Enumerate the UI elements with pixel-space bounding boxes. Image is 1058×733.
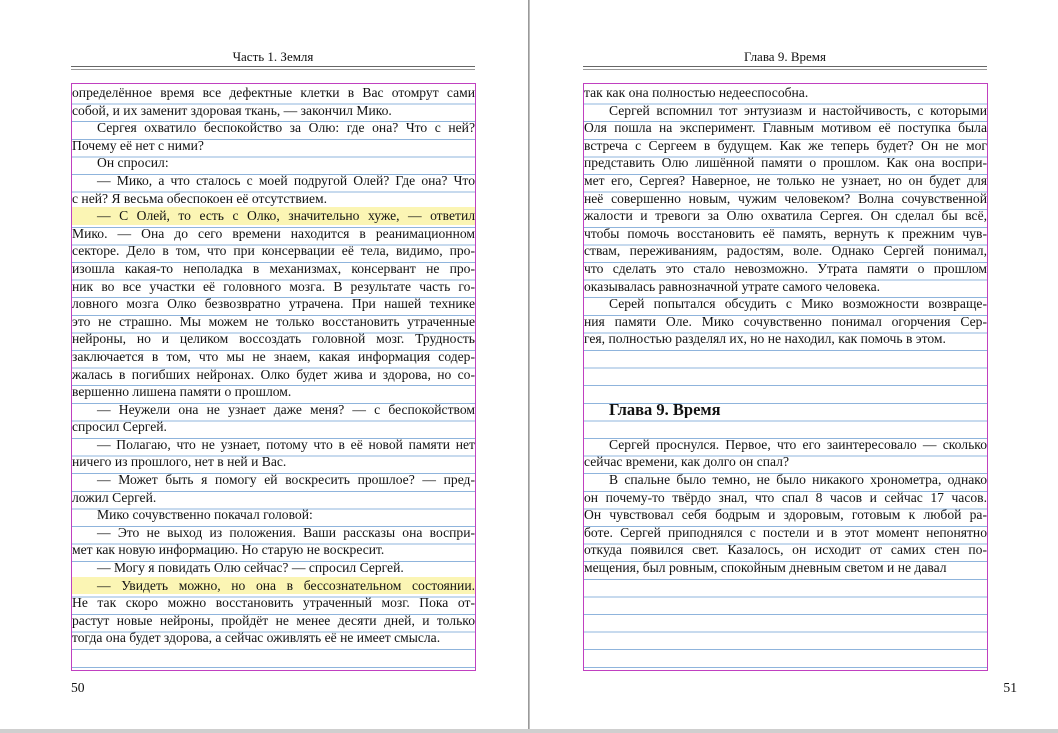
text-line: спросил Сергей. (72, 419, 167, 435)
blank-line (584, 418, 987, 436)
text-line: Сергей проснулся. Первое, что его заинтересовало — сколько (609, 436, 987, 452)
chapter-title: Глава 9. Время (609, 400, 721, 419)
text-line: ния памяти Оле. Мико сочувственно понимал огорчения Сер- (584, 313, 987, 329)
text-line: Почему её нет с ними? (72, 137, 204, 153)
text-line: Серей попытался обсудить с Мико возможности возвраще- (609, 296, 987, 312)
text-line: боте. Сергей приподнялся с постели и в этот момент непонятно (584, 524, 987, 540)
text-line: Мико сочувственно покачал головой: (97, 507, 313, 523)
text-frame (583, 83, 988, 671)
text-line: ник во все участки её головного мозга. В результате часть го- (72, 278, 475, 294)
text-line: растут новые нейроны, пройдёт не менее десяти дней, и только (72, 612, 475, 628)
text-line: мет как новую информацию. Но старую не воскресит. (72, 542, 385, 558)
text-line: жалась в погибших нейронах. Олко будет жива и здорова, но со- (72, 366, 475, 382)
text-line: представить Олю лишённой памяти о прошлом. Как она воспри- (584, 155, 987, 171)
text-line: ствам, переживаниям, радостям, воле. Однако Сергей понимал, (584, 243, 987, 259)
text-line: заключается в том, что мы не знаем, какая информация содер- (72, 348, 475, 364)
text-line: — Мико, а что сталось с моей подругой Олей? Где она? Что (97, 172, 475, 188)
text-line: так как она полностью недееспособна. (584, 85, 809, 100)
text-line: чтобы помочь восстановить её память, вернуть к прежним чув- (584, 225, 987, 241)
text-line: мет его, Сергея? Наверное, не только не узнает, но он будет для (584, 172, 987, 188)
blank-line (584, 366, 987, 384)
highlighted-text-line: — Увидеть можно, но она в бессознательном состоянии. (72, 577, 475, 595)
text-line: вершенно лишена памяти о прошлом. (72, 384, 292, 400)
header-rule (71, 66, 475, 70)
text-line: — Это не выход из положения. Ваши рассказы она воспри- (97, 524, 475, 540)
text-line: ловного мозга Олко безвозвратно утрачена. При нашей технике (72, 296, 475, 312)
text-line: встреча с Сергеем в будущем. Как же теперь будет? Он не мог (584, 137, 987, 153)
page-number: 51 (1003, 680, 1017, 695)
text-line: изошла какая-то неполадка в механизмах, консервант не про- (72, 260, 475, 276)
text-line: секторе. Дело в том, что при консервации её тела, видимо, про- (72, 243, 475, 259)
header-rule (583, 66, 987, 70)
text-line: он почему-то твёрдо знал, что спал 8 часов и сейчас 17 часов. (584, 489, 987, 505)
text-line: оказывалась равнозначной утрате самого человека. (584, 278, 881, 294)
text-line: Сергея охватило беспокойство за Олю: где она? Что с ней? (97, 120, 475, 136)
text-line: тогда она будет здорова, а сейчас оживлять её не имеет смысла. (72, 630, 441, 646)
blank-line (584, 383, 987, 401)
running-head: Часть 1. Земля (232, 49, 314, 64)
text-line: с ней? Я весьма обеспокоен её отсутствием. (72, 190, 328, 206)
text-line: ничего из прошлого, нет в ней и Вас. (72, 454, 287, 470)
text-line: — Может быть я помогу ей воскресить прошлое? — пред- (97, 472, 475, 488)
text-line: ложил Сергей. (72, 489, 157, 505)
blank-line (584, 348, 987, 366)
left-page (0, 0, 528, 729)
text-line: собой, и их заменит здоровая ткань, — закончил Мико. (72, 102, 392, 118)
text-line: определённое время все дефектные клетки в Вас отомрут сами (72, 85, 475, 100)
running-head: Глава 9. Время (744, 49, 826, 64)
text-line: Он чувствовал себя бодрым и здоровым, готовым к любой ра- (584, 507, 987, 523)
text-line: Он спросил: (97, 155, 169, 171)
right-page (530, 0, 1058, 729)
text-line: что сделать это стало невозможно. Утрата памяти о прошлом (584, 260, 987, 276)
text-line: это не страшно. Мы можем не только восстановить утраченные (72, 313, 475, 329)
text-line: жалости и тревоги за Олю охватила Сергея. Он сделал бы всё, (584, 208, 987, 224)
text-line: Мико. — Она до сего времени находится в реанимационном (72, 225, 475, 241)
text-line: откуда появился свет. Казалось, он исходит от самих стен по- (584, 542, 987, 558)
text-line: — Полагаю, что не узнает, потому что в её новой памяти нет (97, 436, 475, 452)
page-number: 50 (71, 680, 85, 695)
text-line: гея, полностью разделял их, но не находил, как помочь в этом. (584, 331, 946, 347)
text-line: мещения, был ровным, спокойным дневным светом и не давал (584, 560, 947, 576)
text-line: В спальне было темно, не было никакого хронометра, однако (609, 472, 987, 488)
text-line: — Могу я повидать Олю сейчас? — спросил Сергей. (97, 560, 404, 576)
text-frame (71, 83, 476, 671)
text-line: неё совершенно новым, чужим человеком? Волна сочувственной (584, 190, 987, 206)
text-line: нейроны, но и целиком воссоздать головной мозг. Трудность (72, 331, 475, 347)
highlighted-text-line: — С Олей, то есть с Олко, значительно хуже, — ответил (72, 207, 475, 225)
text-line: Оля пошла на эксперимент. Главным мотивом её поступка была (584, 120, 987, 136)
text-line: — Неужели она не узнает даже меня? — с беспокойством (97, 401, 475, 417)
viewer-bottom-edge (0, 729, 1058, 733)
text-line: Не так скоро можно восстановить утраченный мозг. Пока от- (72, 595, 475, 611)
text-line: Сергей вспомнил тот энтузиазм и настойчивость, с которыми (609, 102, 987, 118)
text-line: сейчас времени, как долго он спал? (584, 454, 789, 470)
